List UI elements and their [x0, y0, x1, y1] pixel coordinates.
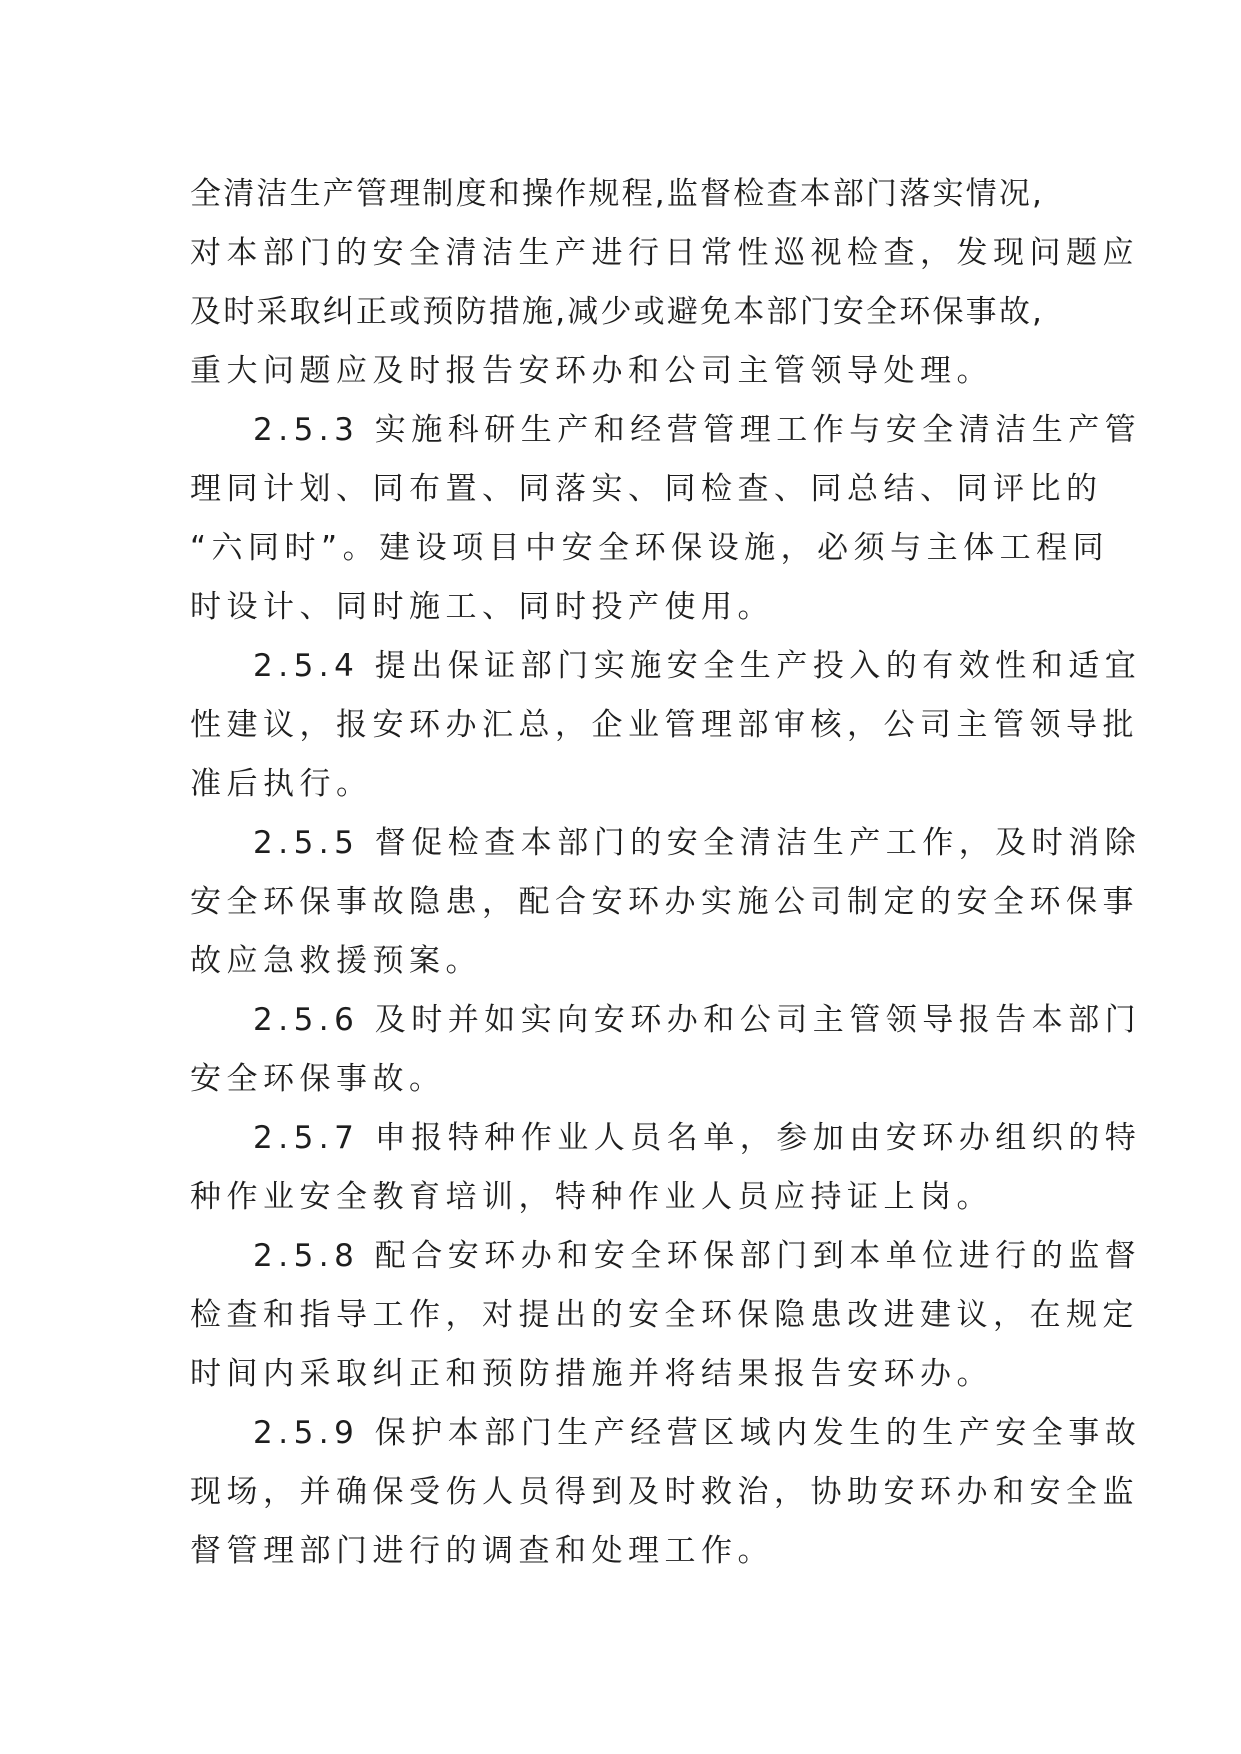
- text-line-16: 安全环保事故。: [190, 1061, 446, 1097]
- text-line-20: 检查和指导工作，对提出的安全环保隐患改进建议，在规定: [190, 1297, 1139, 1333]
- text-line-24: 督管理部门进行的调查和处理工作。: [190, 1533, 774, 1569]
- text-line-7: “六同时”。建设项目中安全环保设施，必须与主体工程同: [190, 530, 1110, 566]
- text-line-14: 故应急救援预案。: [190, 943, 482, 979]
- text-line-2: 对本部门的安全清洁生产进行日常性巡视检查，发现问题应: [190, 235, 1139, 271]
- text-line-11: 准后执行。: [190, 766, 373, 802]
- text-line-18: 种作业安全教育培训，特种作业人员应持证上岗。: [190, 1179, 993, 1215]
- text-line-21: 时间内采取纠正和预防措施并将结果报告安环办。: [190, 1356, 993, 1392]
- text-line-5: 2.5.3 实施科研生产和经营管理工作与安全清洁生产管: [253, 412, 1142, 448]
- text-line-12: 2.5.5 督促检查本部门的安全清洁生产工作，及时消除: [253, 825, 1142, 861]
- text-line-3: 及时采取纠正或预防措施,减少或避免本部门安全环保事故,: [190, 294, 1045, 330]
- text-line-8: 时设计、同时施工、同时投产使用。: [190, 589, 774, 625]
- text-line-17: 2.5.7 申报特种作业人员名单，参加由安环办组织的特: [253, 1120, 1142, 1156]
- text-line-6: 理同计划、同布置、同落实、同检查、同总结、同评比的: [190, 471, 1103, 507]
- text-line-19: 2.5.8 配合安环办和安全环保部门到本单位进行的监督: [253, 1238, 1142, 1274]
- text-line-23: 现场，并确保受伤人员得到及时救治，协助安环办和安全监: [190, 1474, 1139, 1510]
- text-line-13: 安全环保事故隐患，配合安环办实施公司制定的安全环保事: [190, 884, 1139, 920]
- text-line-22: 2.5.9 保护本部门生产经营区域内发生的生产安全事故: [253, 1415, 1142, 1451]
- text-line-4: 重大问题应及时报告安环办和公司主管领导处理。: [190, 353, 993, 389]
- text-line-1: 全清洁生产管理制度和操作规程,监督检查本部门落实情况,: [190, 176, 1045, 212]
- text-line-15: 2.5.6 及时并如实向安环办和公司主管领导报告本部门: [253, 1002, 1142, 1038]
- text-line-10: 性建议，报安环办汇总，企业管理部审核，公司主管领导批: [190, 707, 1139, 743]
- text-line-9: 2.5.4 提出保证部门实施安全生产投入的有效性和适宜: [253, 648, 1142, 684]
